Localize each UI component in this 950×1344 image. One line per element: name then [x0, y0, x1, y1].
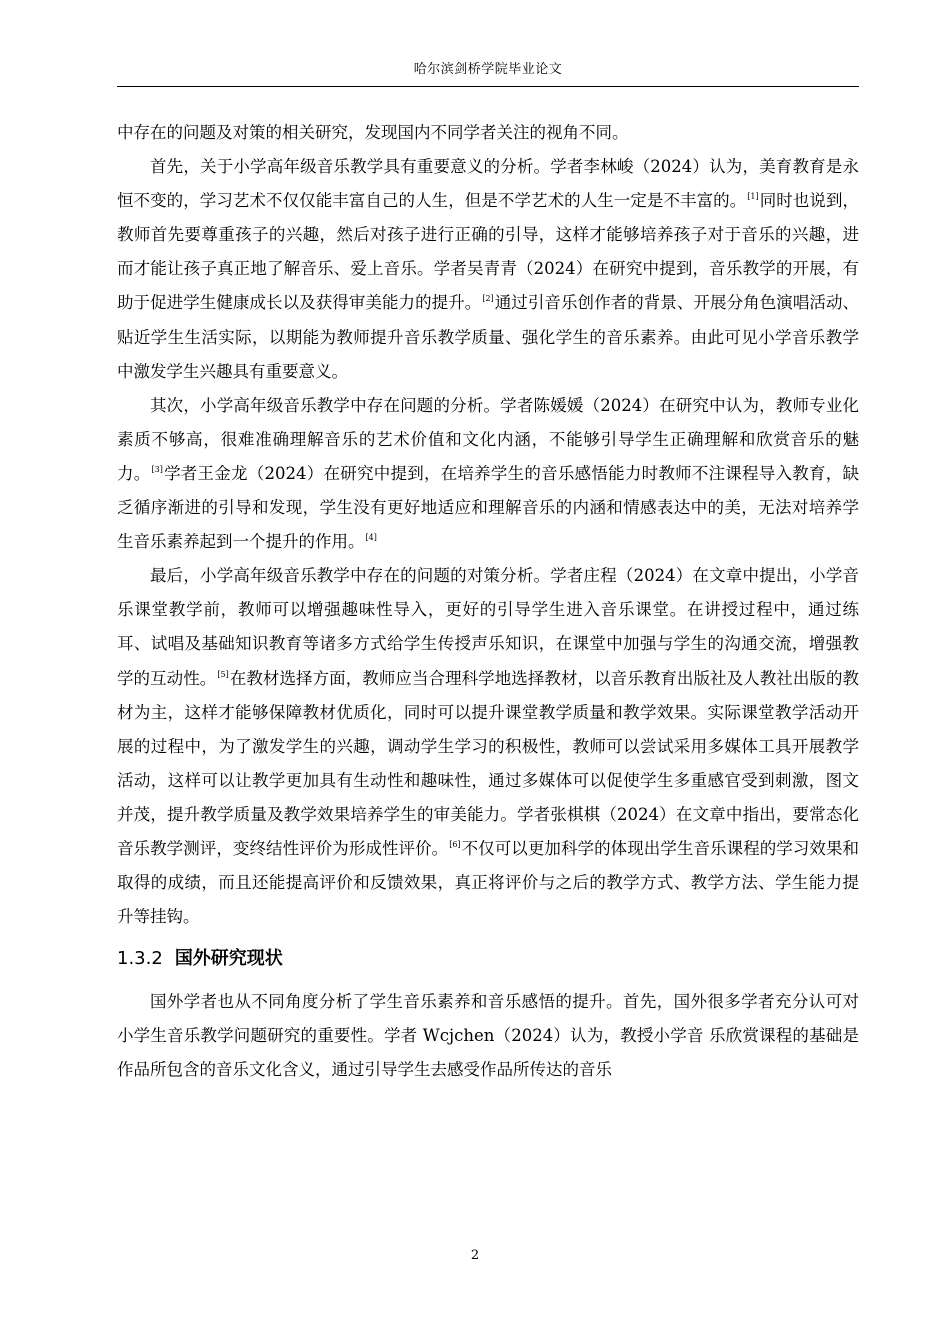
paragraph-text: 在教材选择方面，教师应当合理科学地选择教材，以音乐教育出版社及人教社出版的教材为主，这样才能够保障教材优质化，同时可以提升课堂教学质量和教学效果。实际课堂教学活动开展的过程中，为了激发学生的兴趣，调动学生学习的积极性，教师可以尝试采用多媒体工具开展教学活动，这样可以让教学更加具有生动性和趣味性，通过多媒体可以促使学生多重感官受到刺激，图文并茂，提升教学质量及教学效果培养学生的审美能力。学者张棋棋（2024）在文章中指出，要常态化音乐教学测评，变终结性评价为形成性评价。: [117, 668, 860, 858]
body-text: [117, 116, 859, 1088]
page-header: 哈尔滨剑桥学院毕业论文: [413, 62, 563, 77]
paragraph-text: 学者王金龙（2024）在研究中提到，在培养学生的音乐感悟能力时教师不注课程导入教育，缺乏循序渐进的引导和发现，学生没有更好地适应和理解音乐的内涵和情感表达中的美，无法对培养学生音乐素养起到一个提升的作用。: [117, 463, 859, 552]
section-number: 1.3.2: [117, 948, 163, 970]
paragraph-countermeasures: [117, 559, 859, 934]
section-heading: [117, 937, 859, 981]
citation-ref[interactable]: [6]: [449, 839, 461, 849]
paragraph-text: 同时也说到，教师首先要尊重孩子的兴趣，然后对孩子进行正确的引导，这样才能够培养孩子对于音乐的兴趣，进而才能让孩子真正地了解音乐、爱上音乐。学者吴青青（2024）在研究中提到，音乐教学的开展，有助于促进学生健康成长以及获得审美能力的提升。: [117, 191, 860, 313]
paragraph-text: 中存在的问题及对策的相关研究，发现国内不同学者关注的视角不同。: [117, 123, 629, 142]
paragraph-text: 首先，关于小学高年级音乐教学具有重要意义的分析。学者李林峻（2024）认为，美育教育是永恒不变的，学习艺术不仅仅能丰富自己的人生，但是不学艺术的人生一定是不丰富的。: [117, 157, 859, 211]
paragraph-text: 国外学者也从不同角度分析了学生音乐素养和音乐感悟的提升。首先，国外很多学者充分认可对小学生音乐教学问题研究的重要性。学者 Wcjchen（2024）认为，教授小学音 乐欣赏课程的基础是作品所包含的音乐文化含义，通过引导学生去感受作品所传达的音乐: [117, 992, 859, 1080]
citation-ref[interactable]: [4]: [365, 533, 377, 543]
paragraph-text: 其次，小学高年级音乐教学中存在问题的分析。学者陈媛媛（2024）在研究中认为，教师专业化素质不够高，很难准确理解音乐的艺术价值和文化内涵，不能够引导学生正确理解和欣赏音乐的魅力。: [117, 395, 859, 483]
citation-ref[interactable]: [5]: [217, 669, 229, 679]
citation-ref[interactable]: [3]: [151, 464, 163, 474]
header-rule: [117, 86, 859, 87]
paragraph-text: 最后，小学高年级音乐教学中存在的问题的对策分析。学者庄程（2024）在文章中提出，小学音乐课堂教学前，教师可以增强趣味性导入，更好的引导学生进入音乐课堂。在讲授过程中，通过练耳、试唱及基础知识教育等诸多方式给学生传授声乐知识，在课堂中加强与学生的沟通交流，增强教学的互动性。: [117, 566, 859, 688]
paragraph-problems: [117, 389, 859, 559]
page-number: 2: [470, 1248, 480, 1263]
paragraph-text: 不仅可以更加科学的体现出学生音乐课程的学习效果和取得的成绩，而且还能提高评价和反馈效果，真正将评价与之后的教学方式、教学方法、学生能力提升等挂钩。: [117, 838, 860, 927]
section-title: 国外研究现状: [174, 948, 283, 970]
citation-ref[interactable]: [2]: [482, 294, 494, 304]
paragraph-text: 通过引音乐创作者的背景、开展分角色演唱活动、贴近学生生活实际，以期能为教师提升音乐教学质量、强化学生的音乐素养。由此可见小学音乐教学中激发学生兴趣具有重要意义。: [117, 293, 860, 381]
paragraph-foreign-research: [117, 985, 859, 1087]
paragraph-significance: [117, 150, 859, 389]
citation-ref[interactable]: [1]: [747, 192, 759, 202]
paragraph-continuation: [117, 116, 859, 150]
